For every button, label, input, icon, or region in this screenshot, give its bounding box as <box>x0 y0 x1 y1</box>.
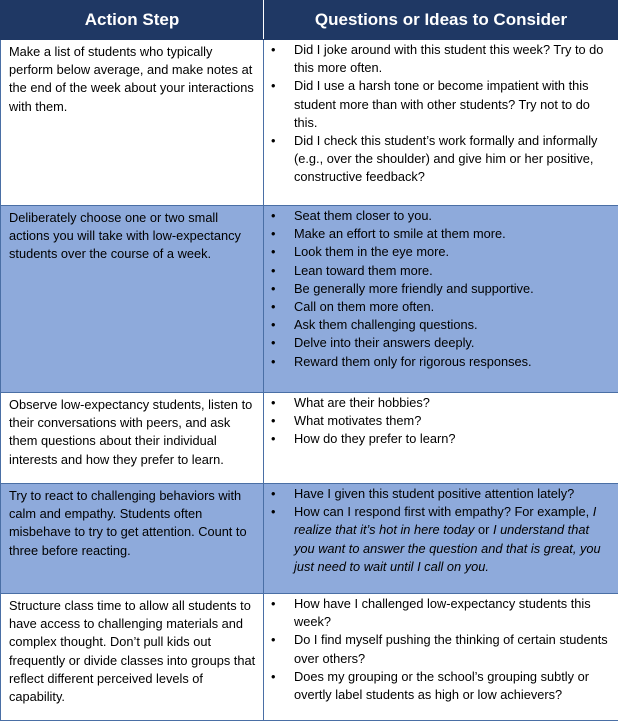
bullet-icon: • <box>271 207 275 225</box>
bullet-icon: • <box>271 595 275 613</box>
idea-text: Be generally more friendly and supportive. <box>294 281 534 296</box>
ideas-cell <box>264 484 618 594</box>
table-row <box>1 594 618 721</box>
bullet-icon: • <box>271 353 275 371</box>
idea-text: Have I given this student positive attention lately? <box>294 486 574 501</box>
bullet-icon: • <box>271 430 275 448</box>
bullet-icon: • <box>271 280 275 298</box>
header-action-step: Action Step <box>1 1 264 40</box>
idea-text: Seat them closer to you. <box>294 208 432 223</box>
bullet-icon: • <box>271 485 275 503</box>
idea-text-italic: I realize that it’s hot in here today <box>294 504 596 537</box>
list-item <box>294 412 612 430</box>
idea-text: Make an effort to smile at them more. <box>294 226 506 241</box>
ideas-list <box>264 595 612 704</box>
idea-text: Call on them more often. <box>294 299 434 314</box>
list-item <box>294 394 612 412</box>
list-item <box>294 503 612 576</box>
list-item <box>294 668 612 704</box>
idea-text: Did I joke around with this student this week? Try to do this more often. <box>294 42 603 75</box>
action-step-cell: Try to react to challenging behaviors with calm and empathy. Students often misbehave to try to get attention. Count to three before reacting. <box>1 484 264 594</box>
idea-text: Did I check this student’s work formally and informally (e.g., over the shoulder) and give him or her positive, constructive feedback? <box>294 133 597 184</box>
bullet-icon: • <box>271 132 275 150</box>
bullet-icon: • <box>271 298 275 316</box>
ideas-cell <box>264 594 618 721</box>
ideas-list <box>264 207 612 371</box>
ideas-cell <box>264 40 618 206</box>
list-item <box>294 316 612 334</box>
bullet-icon: • <box>271 334 275 352</box>
idea-text: What are their hobbies? <box>294 395 430 410</box>
ideas-cell <box>264 393 618 484</box>
idea-text: What motivates them? <box>294 413 421 428</box>
idea-text-middle: or <box>474 522 493 537</box>
list-item <box>294 207 612 225</box>
bullet-icon: • <box>271 316 275 334</box>
idea-text: Look them in the eye more. <box>294 244 449 259</box>
list-item <box>294 631 612 667</box>
list-item <box>294 485 612 503</box>
list-item <box>294 41 612 77</box>
bullet-icon: • <box>271 41 275 59</box>
action-step-cell: Deliberately choose one or two small actions you will take with low-expectancy students over the course of a week. <box>1 206 264 393</box>
action-step-cell: Observe low-expectancy students, listen to their conversations with peers, and ask them questions about their individual interests and how they prefer to learn. <box>1 393 264 484</box>
table-row <box>1 393 618 484</box>
bullet-icon: • <box>271 77 275 95</box>
list-item <box>294 280 612 298</box>
idea-text: Reward them only for rigorous responses. <box>294 354 532 369</box>
idea-text: Does my grouping or the school’s grouping subtly or overtly label students as high or low achievers? <box>294 669 589 702</box>
bullet-icon: • <box>271 394 275 412</box>
list-item <box>294 430 612 448</box>
idea-text: How have I challenged low-expectancy students this week? <box>294 596 591 629</box>
list-item <box>294 298 612 316</box>
bullet-icon: • <box>271 668 275 686</box>
header-questions: Questions or Ideas to Consider <box>264 1 618 40</box>
list-item <box>294 225 612 243</box>
bullet-icon: • <box>271 631 275 649</box>
list-item <box>294 595 612 631</box>
list-item <box>294 132 612 187</box>
idea-text: Did I use a harsh tone or become impatient with this student more than with other students? Try not to do this. <box>294 78 590 129</box>
action-step-cell: Structure class time to allow all students to have access to challenging materials and complex thought. Don’t pull kids out frequently or divide classes into groups that reflect different perceived levels of capability. <box>1 594 264 721</box>
bullet-icon: • <box>271 503 275 521</box>
idea-text: Lean toward them more. <box>294 263 433 278</box>
list-item <box>294 77 612 132</box>
header-row <box>1 1 618 40</box>
idea-text: Delve into their answers deeply. <box>294 335 474 350</box>
table-row <box>1 206 618 393</box>
ideas-list <box>264 41 612 187</box>
list-item <box>294 353 612 371</box>
list-item <box>294 243 612 261</box>
idea-text-italic: I understand that you want to answer the question and that is great, you just need to wait until I call on you. <box>294 522 601 573</box>
bullet-icon: • <box>271 412 275 430</box>
table-row <box>1 40 618 206</box>
action-step-cell: Make a list of students who typically perform below average, and make notes at the end of the week about your interactions with them. <box>1 40 264 206</box>
bullet-icon: • <box>271 243 275 261</box>
idea-text: Ask them challenging questions. <box>294 317 478 332</box>
idea-text-prefix: How can I respond first with empathy? For example, <box>294 504 593 519</box>
list-item <box>294 334 612 352</box>
list-item <box>294 262 612 280</box>
ideas-cell <box>264 206 618 393</box>
ideas-list <box>264 394 612 449</box>
table-row <box>1 484 618 594</box>
bullet-icon: • <box>271 262 275 280</box>
bullet-icon: • <box>271 225 275 243</box>
idea-text: Do I find myself pushing the thinking of certain students over others? <box>294 632 608 665</box>
ideas-list <box>264 485 612 576</box>
idea-text: How do they prefer to learn? <box>294 431 455 446</box>
